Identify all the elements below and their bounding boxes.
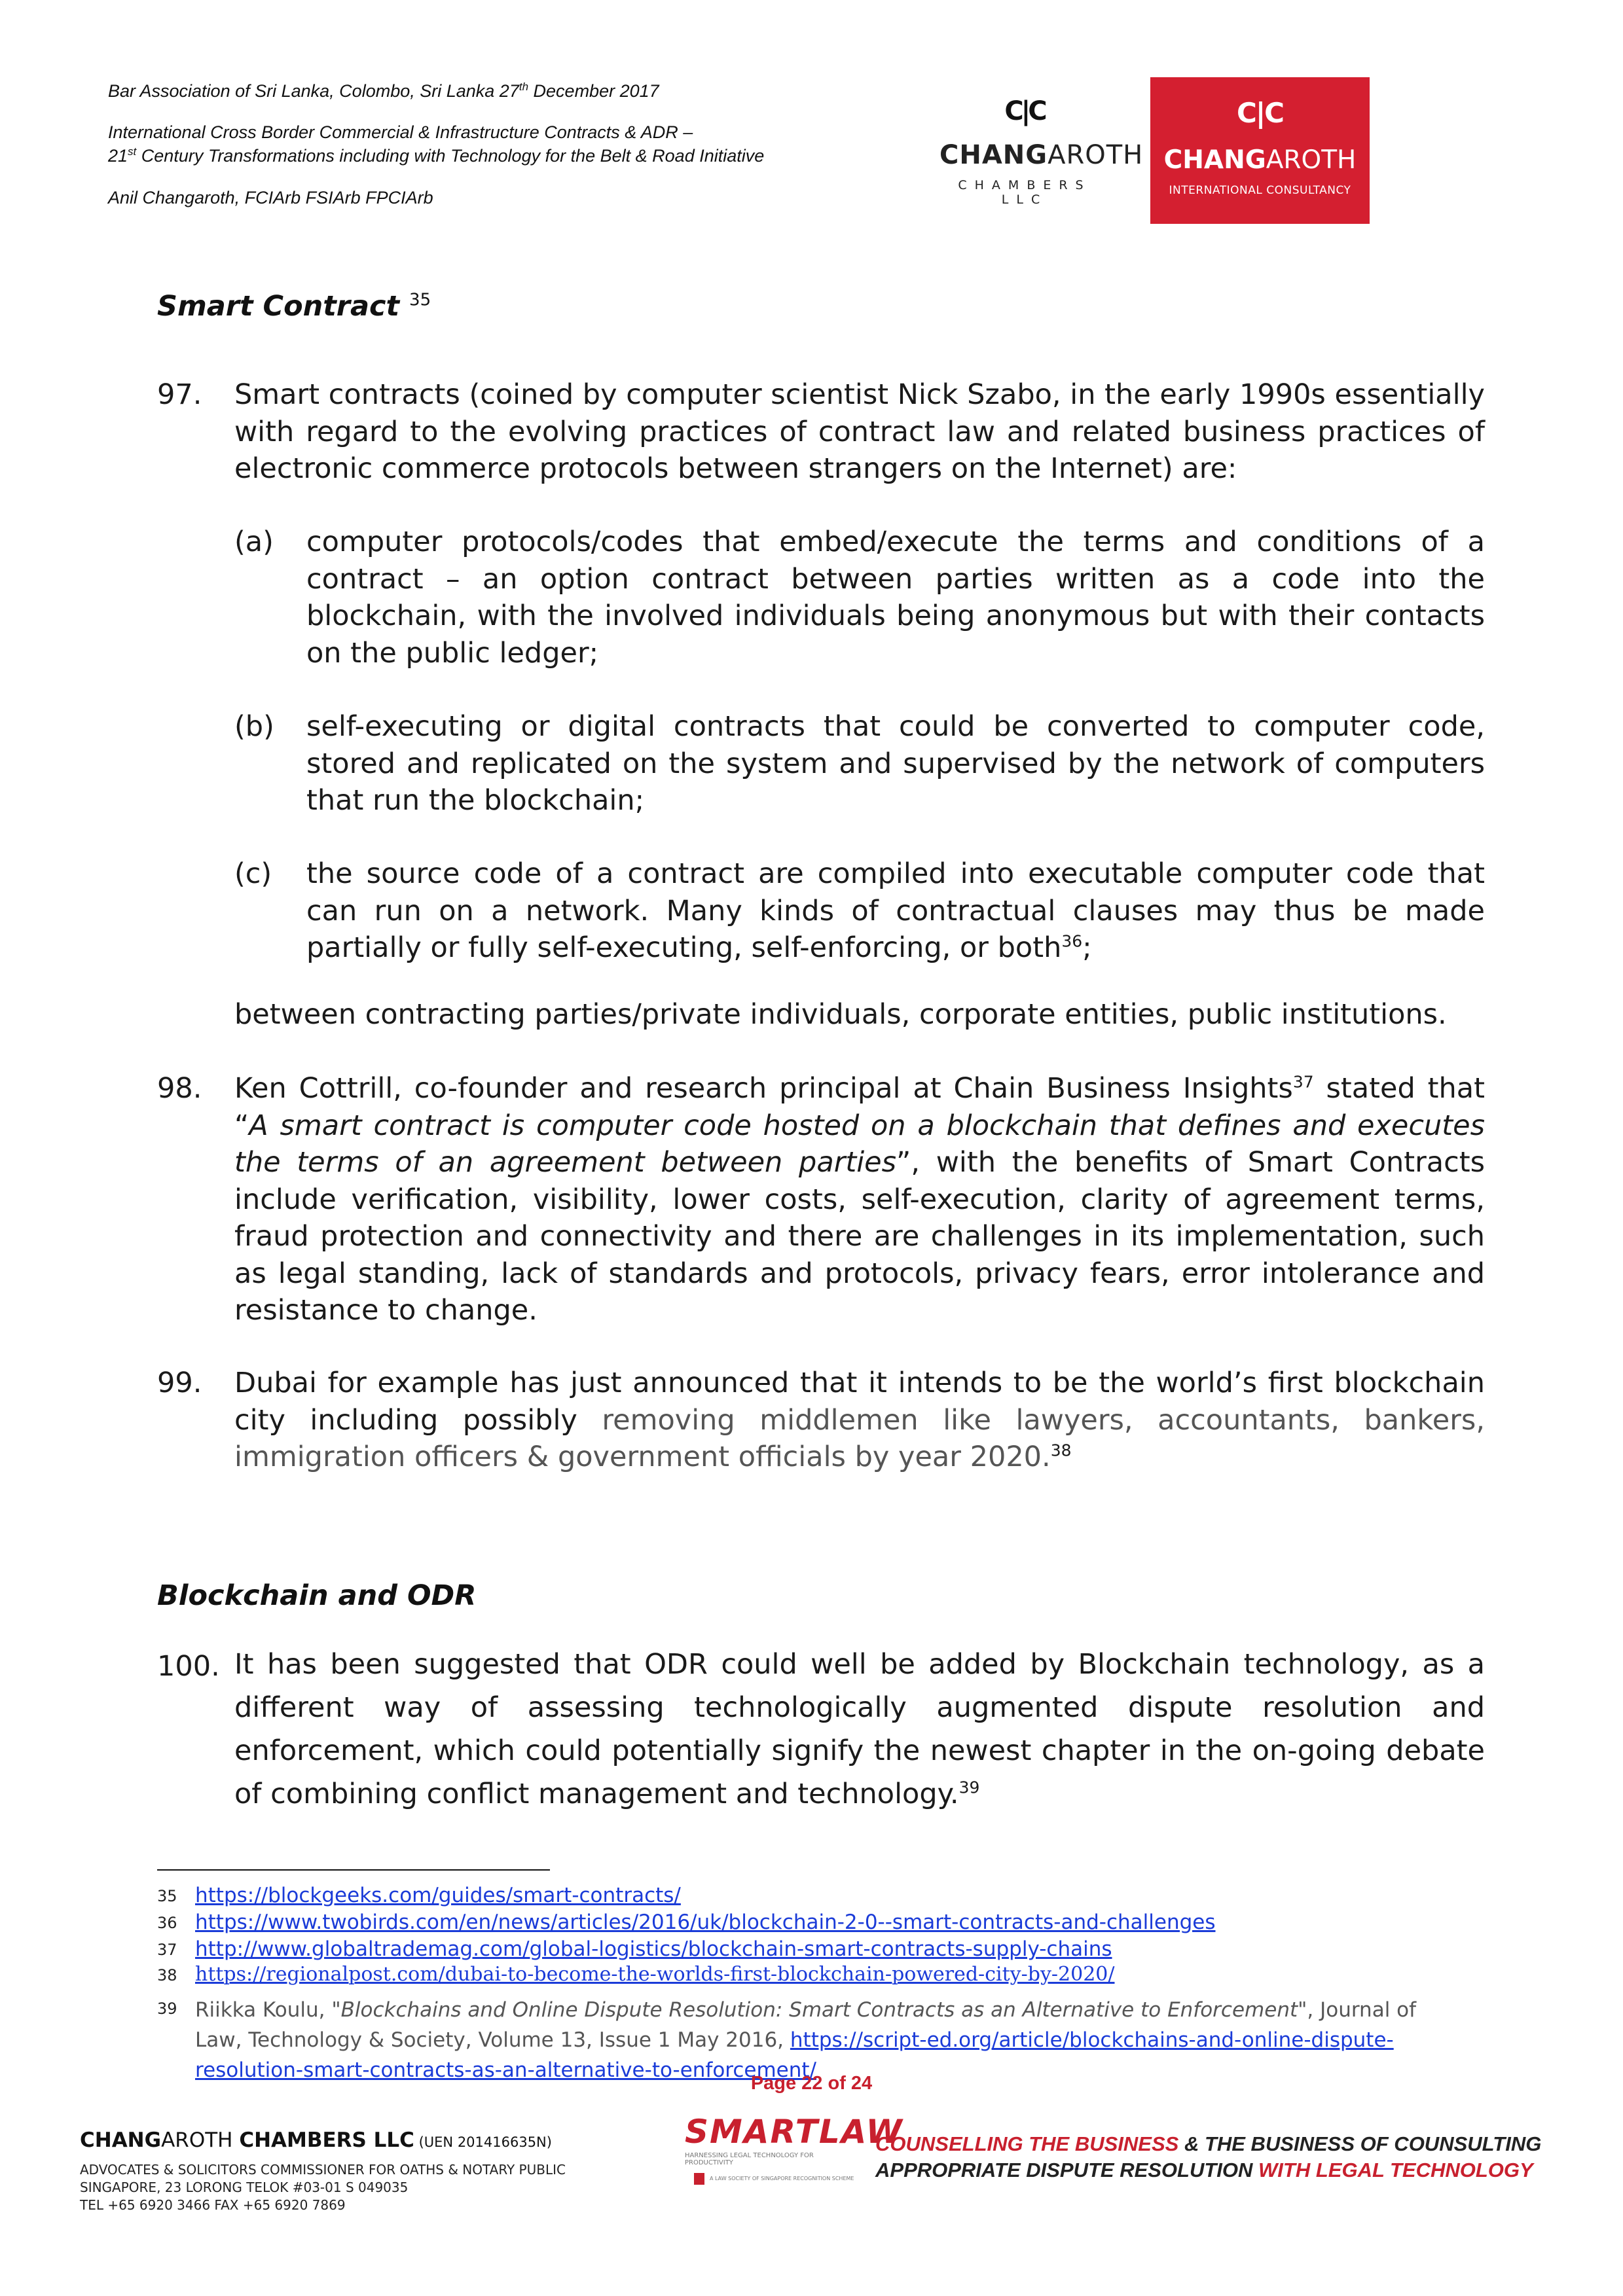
paragraph-number: 100.: [157, 1650, 220, 1683]
paragraph-number: 98.: [157, 1072, 202, 1105]
footnote-36-link[interactable]: https://www.twobirds.com/en/news/articles/2016/uk/blockchain-2-0--smart-contracts-and-challenges: [195, 1910, 1216, 1934]
item-a-text: computer protocols/codes that embed/execute the terms and conditions of a contract – an option contract between parties written as a code into the blockchain, with the involved individuals being anonymous but with their contacts on the public ledger;: [306, 526, 1485, 670]
header-author-line: Anil Changaroth, FCIArb FSIArb FPCIArb: [108, 188, 433, 207]
footer-roles: ADVOCATES & SOLICITORS COMMISSIONER FOR OATHS & NOTARY PUBLIC: [80, 2162, 566, 2178]
paragraph-number: 97.: [157, 378, 202, 411]
section-heading-blockchain-odr: Blockchain and ODR: [157, 1579, 477, 1612]
header-event-line: Bar Association of Sri Lanka, Colombo, Sri Lanka 27th December 2017: [108, 81, 659, 101]
paragraph-97: Smart contracts (coined by computer scientist Nick Szabo, in the early 1990s essentially with regard to the evolving practices of contract law and related business practices of electronic commerce protocols between strangers on the Internet) are:: [234, 378, 1485, 485]
footer-slogan-2: APPROPRIATE DISPUTE RESOLUTION WITH LEGAL TECHNOLOGY: [875, 2159, 1533, 2181]
footnote-number: 38: [157, 1966, 177, 1984]
footnote-38-link[interactable]: https://regionalpost.com/dubai-to-become-the-worlds-first-blockchain-powered-city-by-2020/: [195, 1963, 1115, 1986]
section-heading-smart-contract: Smart Contract $^{35}$: [157, 290, 431, 323]
footer-slogan-1: COUNSELLING THE BUSINESS & THE BUSINESS OF COUNSULTING: [875, 2132, 1542, 2155]
smartlaw-badge-logo: SMARTLAW HARNESSING LEGAL TECHNOLOGY FOR PRODUCTIVITY A LAW SOCIETY OF SINGAPORE RECOGNITION SCHEME: [685, 2113, 854, 2193]
header-title-line: International Cross Border Commercial & Infrastructure Contracts & ADR –: [108, 122, 693, 142]
footnote-39-link[interactable]: https://script-ed.org/article/blockchains-and-online-dispute-resolution-smart-contracts-as-an-alternative-to-enforcement/: [195, 2028, 1394, 2082]
item-label-a: (a): [234, 526, 274, 558]
footnote-divider: [157, 1869, 550, 1871]
footnote-number: 36: [157, 1914, 177, 1932]
footnote-39: Riikka Koulu, "Blockchains and Online Dispute Resolution: Smart Contracts as an Alternative to Enforcement", Journal of Law, Technology & Society, Volume 13, Issue 1 May 2016, https://script-ed.org/article/blockchains-and-online-dispute-resolution-smart-contracts-as-an-alternative-to-enforcement/: [195, 1998, 1417, 2082]
footer-firm-name: CHANGAROTH CHAMBERS LLC (UEN 201416635N): [80, 2128, 552, 2152]
item-label-b: (b): [234, 710, 274, 743]
paragraph-98: Ken Cottrill, co-founder and research principal at Chain Business Insights$^{37}$ stated that “A smart contract is computer code hosted on a blockchain that defines and executes the terms of an agreement between parties”, with the benefits of Smart Contracts include verification, visibility, lower costs, self-execution, clarity of agreement terms, fraud protection and connectivity and there are challenges in its implementation, such as legal standing, lack of standards and protocols, privacy fears, error intolerance and resistance to change.: [234, 1072, 1486, 1327]
cc-monogram-icon: C|C: [1004, 96, 1045, 126]
header-subtitle-line: 21st Century Transformations including with Technology for the Belt & Road Initiative: [108, 145, 765, 166]
changaroth-consultancy-logo: C|C CHANGAROTH INTERNATIONAL CONSULTANCY: [1150, 77, 1370, 224]
cc-monogram-icon: C|C: [1237, 97, 1283, 129]
footnote-number: 35: [157, 1887, 177, 1905]
paragraph-number: 99.: [157, 1367, 202, 1399]
footnote-35-link[interactable]: https://blockgeeks.com/guides/smart-contracts/: [195, 1884, 681, 1907]
changaroth-chambers-logo: C|C CHANGAROTH CHAMBERS LLC: [939, 92, 1110, 223]
paragraph-100: It has been suggested that ODR could well be added by Blockchain technology, as a different way of assessing technologically augmented dispute resolution and enforcement, which could potentially signify the newest chapter in the on-going debate of combining conflict management and technology.$^{39}$: [234, 1648, 1485, 1810]
footnote-number: 37: [157, 1941, 177, 1959]
footnote-37-link[interactable]: http://www.globaltrademag.com/global-logistics/blockchain-smart-contracts-supply-chains: [195, 1937, 1112, 1961]
item-label-c: (c): [234, 857, 272, 890]
footnote-number: 39: [157, 2000, 177, 2018]
item-c-text: the source code of a contract are compiled into executable computer code that can run on a network. Many kinds of contractual clauses may thus be made partially or fully self-executing, self-enforcing, or both$^{36}$;: [306, 857, 1485, 964]
paragraph-99: Dubai for example has just announced that it intends to be the world’s first blockchain city including possibly removing middlemen like lawyers, accountants, bankers, immigration officers & government officials by year 2020.38: [234, 1367, 1485, 1473]
page-number: Page 22 of 24: [750, 2073, 873, 2094]
lawsoc-mark-icon: [694, 2173, 704, 2185]
footer-address: SINGAPORE, 23 LORONG TELOK #03-01 S 049035: [80, 2179, 409, 2195]
paragraph-97-closing: between contracting parties/private individuals, corporate entities, public institutions.: [234, 998, 1447, 1031]
footer-contact: TEL +65 6920 3466 FAX +65 6920 7869: [80, 2197, 346, 2213]
item-b-text: self-executing or digital contracts that could be converted to computer code, stored and replicated on the system and supervised by the network of computers that run the blockchain;: [306, 710, 1485, 817]
